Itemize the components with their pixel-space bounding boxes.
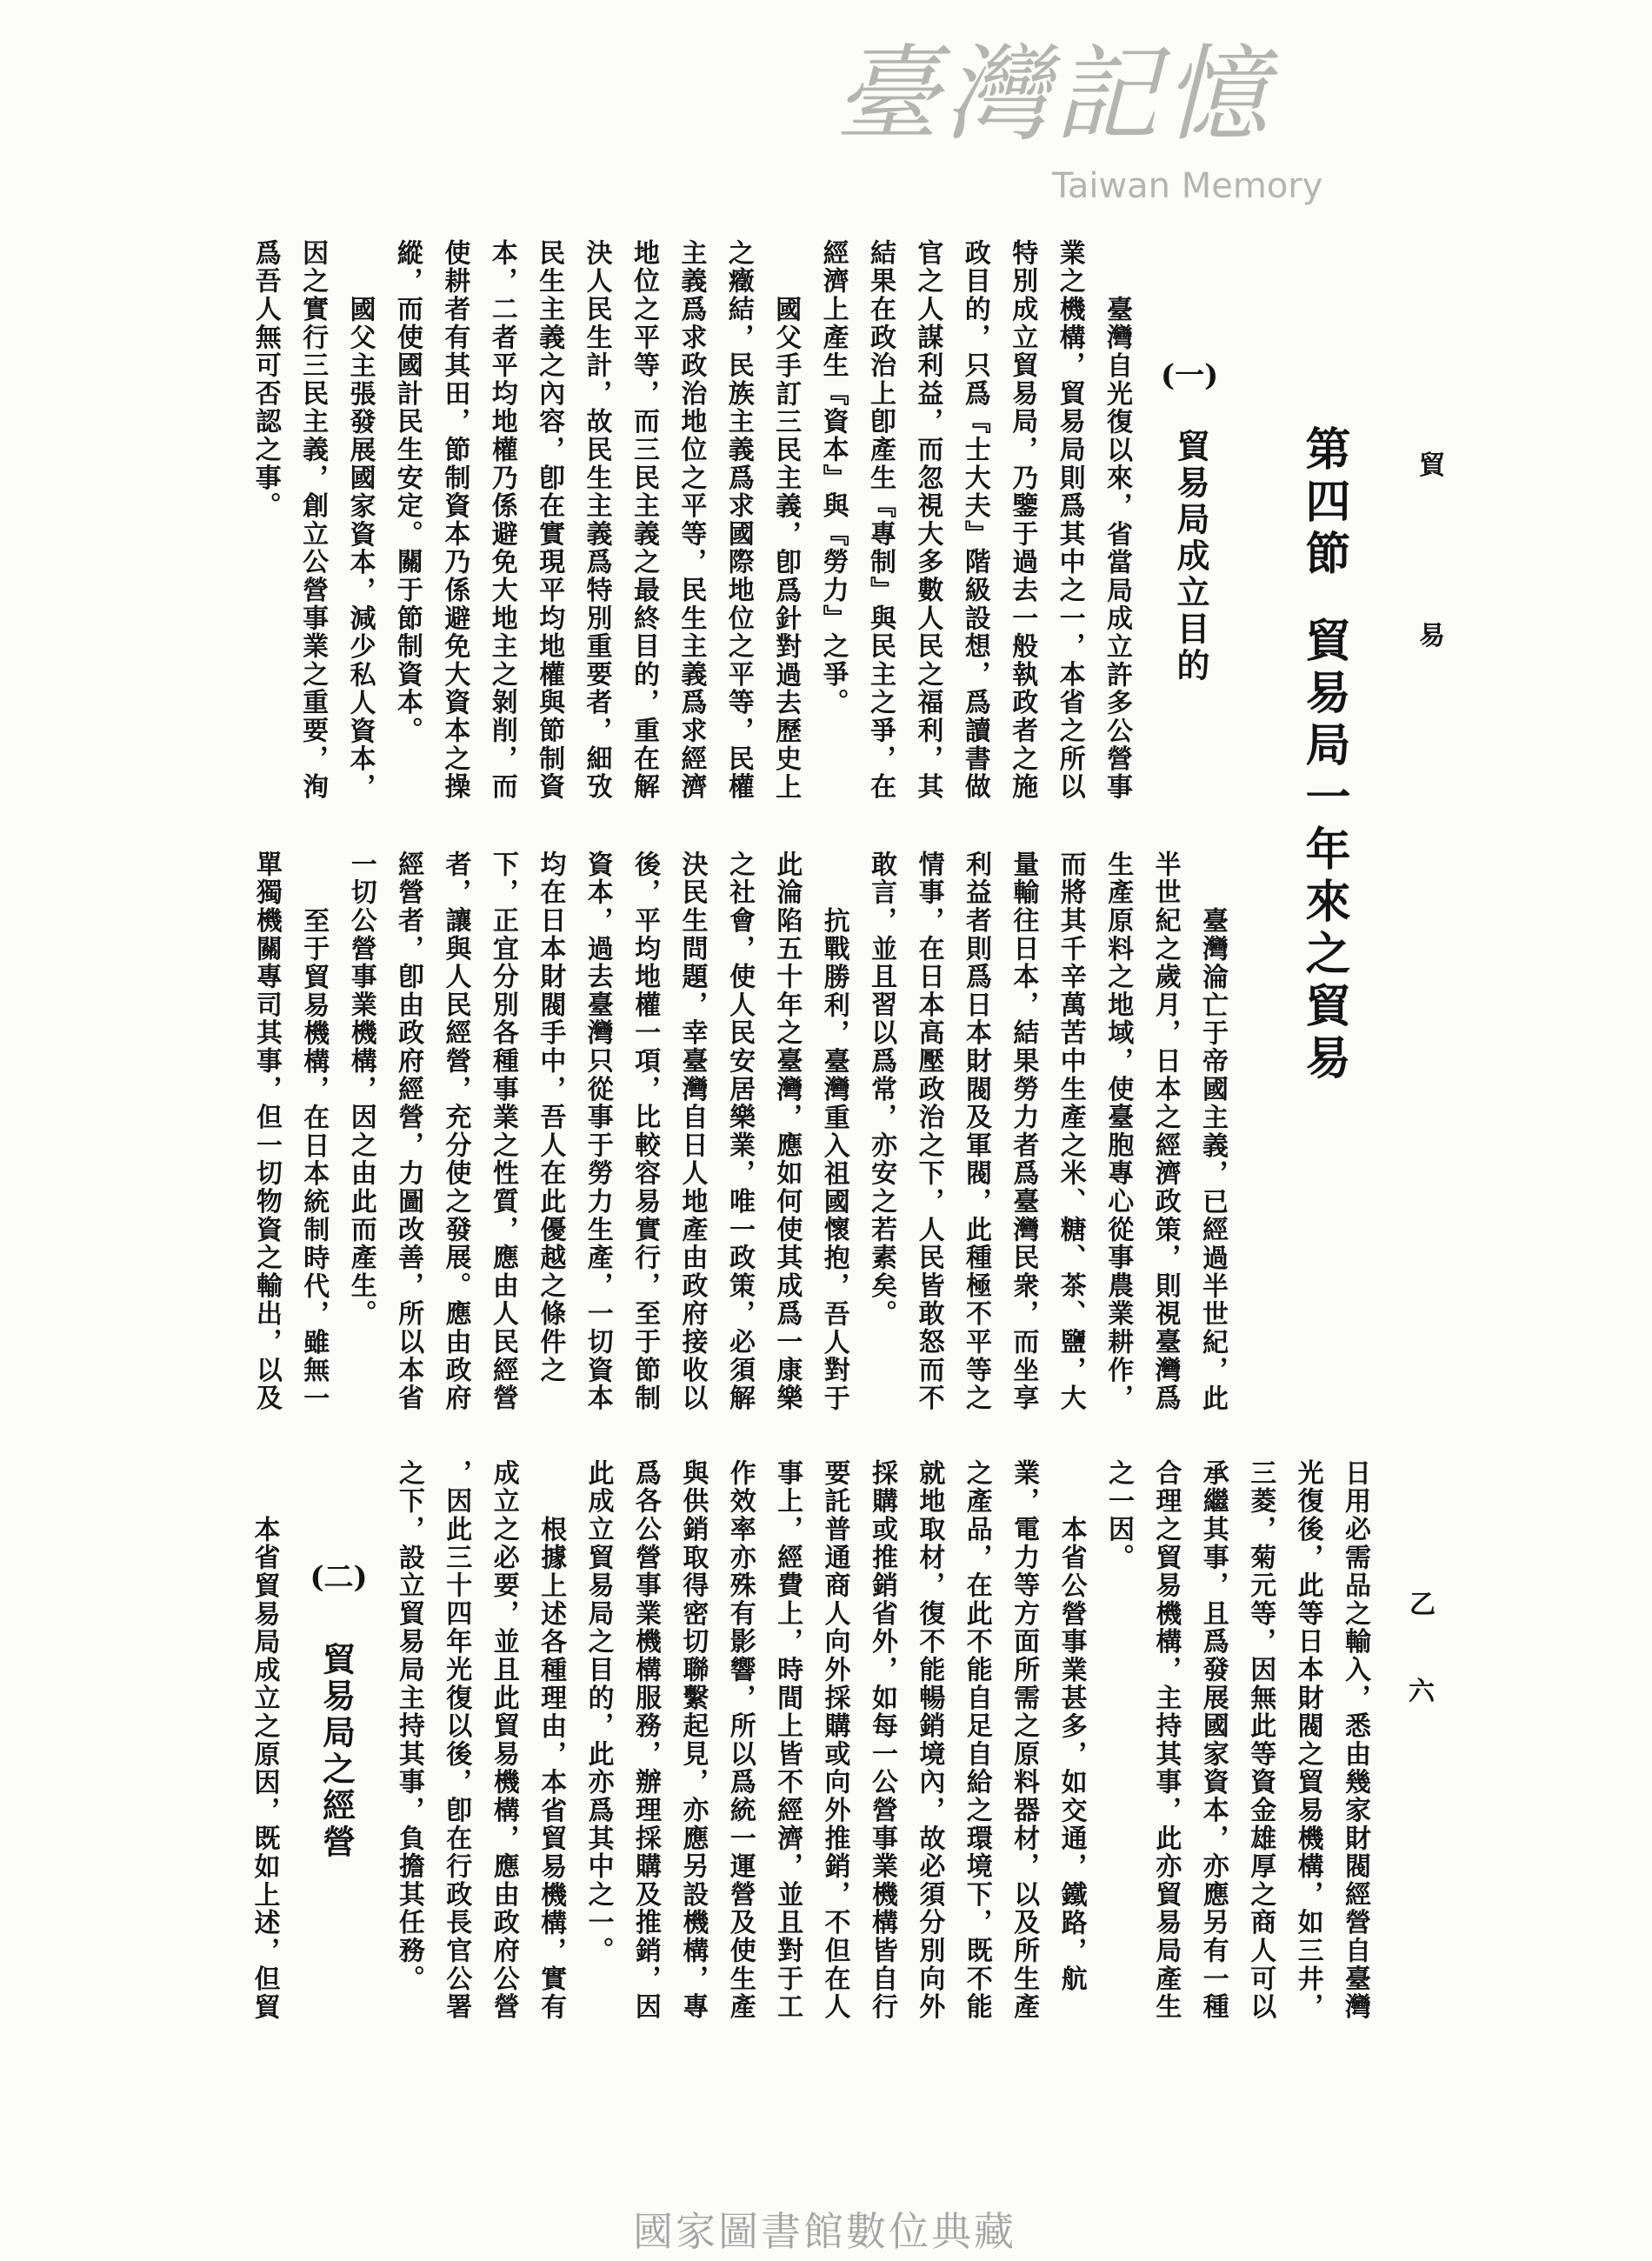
text-tier-middle (242, 850, 1236, 1412)
section-title-text: 貿易局一年來之貿易 (1297, 617, 1350, 1086)
text-column: 此成立貿易局之目的，此亦爲其中之一。 (583, 1459, 614, 1965)
text-column: 經濟上產生『資本』與『勞力』之爭。 (817, 239, 849, 717)
section-heading-column (287, 1459, 384, 2021)
text-column: 成立之必要，並且此貿易機構，應由政府公營 (488, 1459, 519, 2021)
text-column: 單獨機關專司其事，但一切物資之輸出，以及 (250, 850, 282, 1412)
text-column: 合理之貿易機構，主持其事，此亦貿易局產生 (1150, 1459, 1182, 2021)
text-column: 主義爲求政治地位之平等，民生主義爲求經濟 (676, 239, 707, 801)
text-column: 敢言，並且習以爲常，亦安之若素矣。 (866, 850, 897, 1329)
text-column: 本，二者平均地權乃係避免大地主之剝削，而 (486, 239, 517, 801)
text-column: 之產品，在此不能自足自給之環境下，既不能 (961, 1459, 992, 2021)
running-header-char: 貿 (1419, 450, 1445, 481)
text-column: 均在日本財閥手中，吾人在此優越之條件之 (535, 850, 566, 1384)
text-column: 情事，在日本高壓政治之下，人民皆敢怒而不 (913, 850, 944, 1412)
text-column: 使耕者有其田，節制資本乃係避免大資本之操 (439, 239, 470, 801)
text-column: 臺灣自光復以來，省當局成立許多公營事 (1102, 295, 1132, 801)
text-column: 地位之平等，而三民主義之最終目的，重在解 (628, 239, 659, 801)
page-number-char: 乙 (1409, 1590, 1436, 1620)
text-column: 特別成立貿易局，乃鑒于過去一般執政者之施 (1007, 239, 1038, 801)
watermark-text: Taiwan Memory (1052, 166, 1323, 206)
text-column: 根據上述各種理由，本省貿易機構，實有 (536, 1515, 567, 2021)
text-column: 業，電力等方面所需之原料器材，以及所生產 (1009, 1459, 1040, 2021)
text-column: 因之實行三民主義，創立公營事業之重要，洵 (297, 239, 329, 801)
text-column: 之一因。 (1102, 1459, 1134, 1572)
running-header-char: 易 (1419, 621, 1445, 651)
text-column: 承繼其事，且爲發展國家資本，亦應另有一種 (1197, 1459, 1229, 2021)
text-column: 抗戰勝利，臺灣重入祖國懷抱，吾人對于 (818, 906, 849, 1412)
text-column: 與供銷取得密切聯繫起見，亦應另設機構，專 (677, 1459, 709, 2021)
text-column: 爲各公營事業機構服務，辦理採購及推銷，因 (629, 1459, 661, 2021)
text-column: 日用必需品之輸入，悉由幾家財閥經營自臺灣 (1340, 1459, 1370, 2021)
section-heading: 貿易局成立目的 (1171, 429, 1210, 684)
text-column: ，因此三十四年光復以後，卽在行政長官公署 (441, 1459, 472, 2021)
text-column: 半世紀之歲月，日本之經濟政策，則視臺灣爲 (1149, 850, 1181, 1412)
text-column: 之社會，使人民安居樂業，唯一政策，必須解 (723, 850, 755, 1412)
text-column: 一切公營事業機構，因之由此而產生。 (345, 850, 376, 1329)
section-title-number: 第四節 (1297, 425, 1350, 582)
text-column: 至于貿易機構，在日本統制時代，雖無一 (298, 906, 330, 1412)
text-column: 量輸往日本，結果勞力者爲臺灣民衆，而坐享 (1008, 850, 1039, 1412)
heading-number: (一) (1161, 358, 1219, 393)
text-column: 而將其千辛萬苦中生產之米、糖、茶、鹽，大 (1055, 850, 1086, 1412)
text-column: 之癥結，民族主義爲求國際地位之平等，民權 (723, 239, 754, 801)
text-column: 三菱，菊元等，因無此等資金雄厚之商人可以 (1245, 1459, 1276, 2021)
text-column: 採購或推銷省外，如每一公營事業機構皆自行 (866, 1459, 897, 2021)
text-column: 事上，經費上，時間上皆不經濟，並且對于工 (772, 1459, 803, 2021)
text-column: 要託普通商人向外採購或向外推銷，不但在人 (819, 1459, 850, 2021)
text-column: 資本，過去臺灣只從事于勞力生產，一切資本 (582, 850, 613, 1412)
text-tier-top (241, 239, 1140, 801)
text-column: 業之機構，貿易局則爲其中之一，本省之所以 (1054, 239, 1085, 801)
text-column: 本省公營事業甚多，如交通，鐵路，航 (1056, 1515, 1087, 1993)
text-column: 本省貿易局成立之原因，既如上述，但貿 (249, 1515, 280, 2021)
text-column: 後，平均地權一項，比較容易實行，至于節制 (629, 850, 661, 1412)
watermark-logo: 臺灣記憶 (835, 35, 1273, 156)
heading-number: (二) (310, 1560, 368, 1595)
footer-archive-label: 國家圖書館數位典藏 (633, 2208, 1016, 2255)
text-column: 利益者則爲日本財閥及軍閥，此種極不平等之 (960, 850, 991, 1412)
text-column: 國父手訂三民主義，卽爲針對過去歷史上 (770, 295, 802, 801)
text-column: 決人民生計，故民生主義爲特別重要者，細攷 (581, 239, 612, 801)
text-column: 生產原料之地域，使臺胞專心從事農業耕作， (1102, 850, 1134, 1412)
text-column: 光復後，此等日本財閥之貿易機構，如三井， (1292, 1459, 1323, 2021)
text-column: 此淪陷五十年之臺灣，應如何使其成爲一康樂 (771, 850, 803, 1412)
text-column: 臺灣淪亡于帝國主義，已經過半世紀，此 (1197, 906, 1228, 1412)
text-column: 下，正宜分別各種事業之性質，應由人民經營 (487, 850, 518, 1412)
page-number-char: 六 (1409, 1677, 1435, 1707)
text-column: 結果在政治上卽產生『專制』與民主之爭，在 (864, 239, 896, 801)
text-column: 縱，而使國計民生安定。關于節制資本。 (391, 239, 423, 745)
section-title (1297, 425, 1349, 1086)
text-column: 經營者，卽由政府經營，力圖改善，所以本省 (393, 850, 424, 1412)
section-heading: 貿易局之經營 (316, 1642, 356, 1861)
text-column: 之下，設立貿易局主持其事，負擔其任務。 (393, 1459, 424, 1993)
text-column: 爲吾人無可否認之事。 (250, 239, 281, 520)
text-column: 民生主義之內容，卽在實現平均地權與節制資 (534, 239, 565, 801)
text-column: 政目的，只爲『士大夫』階級設想，爲讀書做 (959, 239, 990, 801)
text-column: 國父主張發展國家資本，減少私人資本， (344, 295, 376, 801)
text-column: 者，讓與人民經營，充分使之發展。應由政府 (440, 850, 471, 1412)
text-column: 作效率亦殊有影響，所以爲統一運營及使生產 (724, 1459, 756, 2021)
text-tier-bottom (240, 1459, 1378, 2021)
text-column: 決民生問題，幸臺灣自日人地產由政府接收以 (676, 850, 708, 1412)
text-column: 官之人謀利益，而忽視大多數人民之福利，其 (912, 239, 943, 801)
text-column: 就地取材，復不能暢銷境內，故必須分別向外 (914, 1459, 945, 2021)
